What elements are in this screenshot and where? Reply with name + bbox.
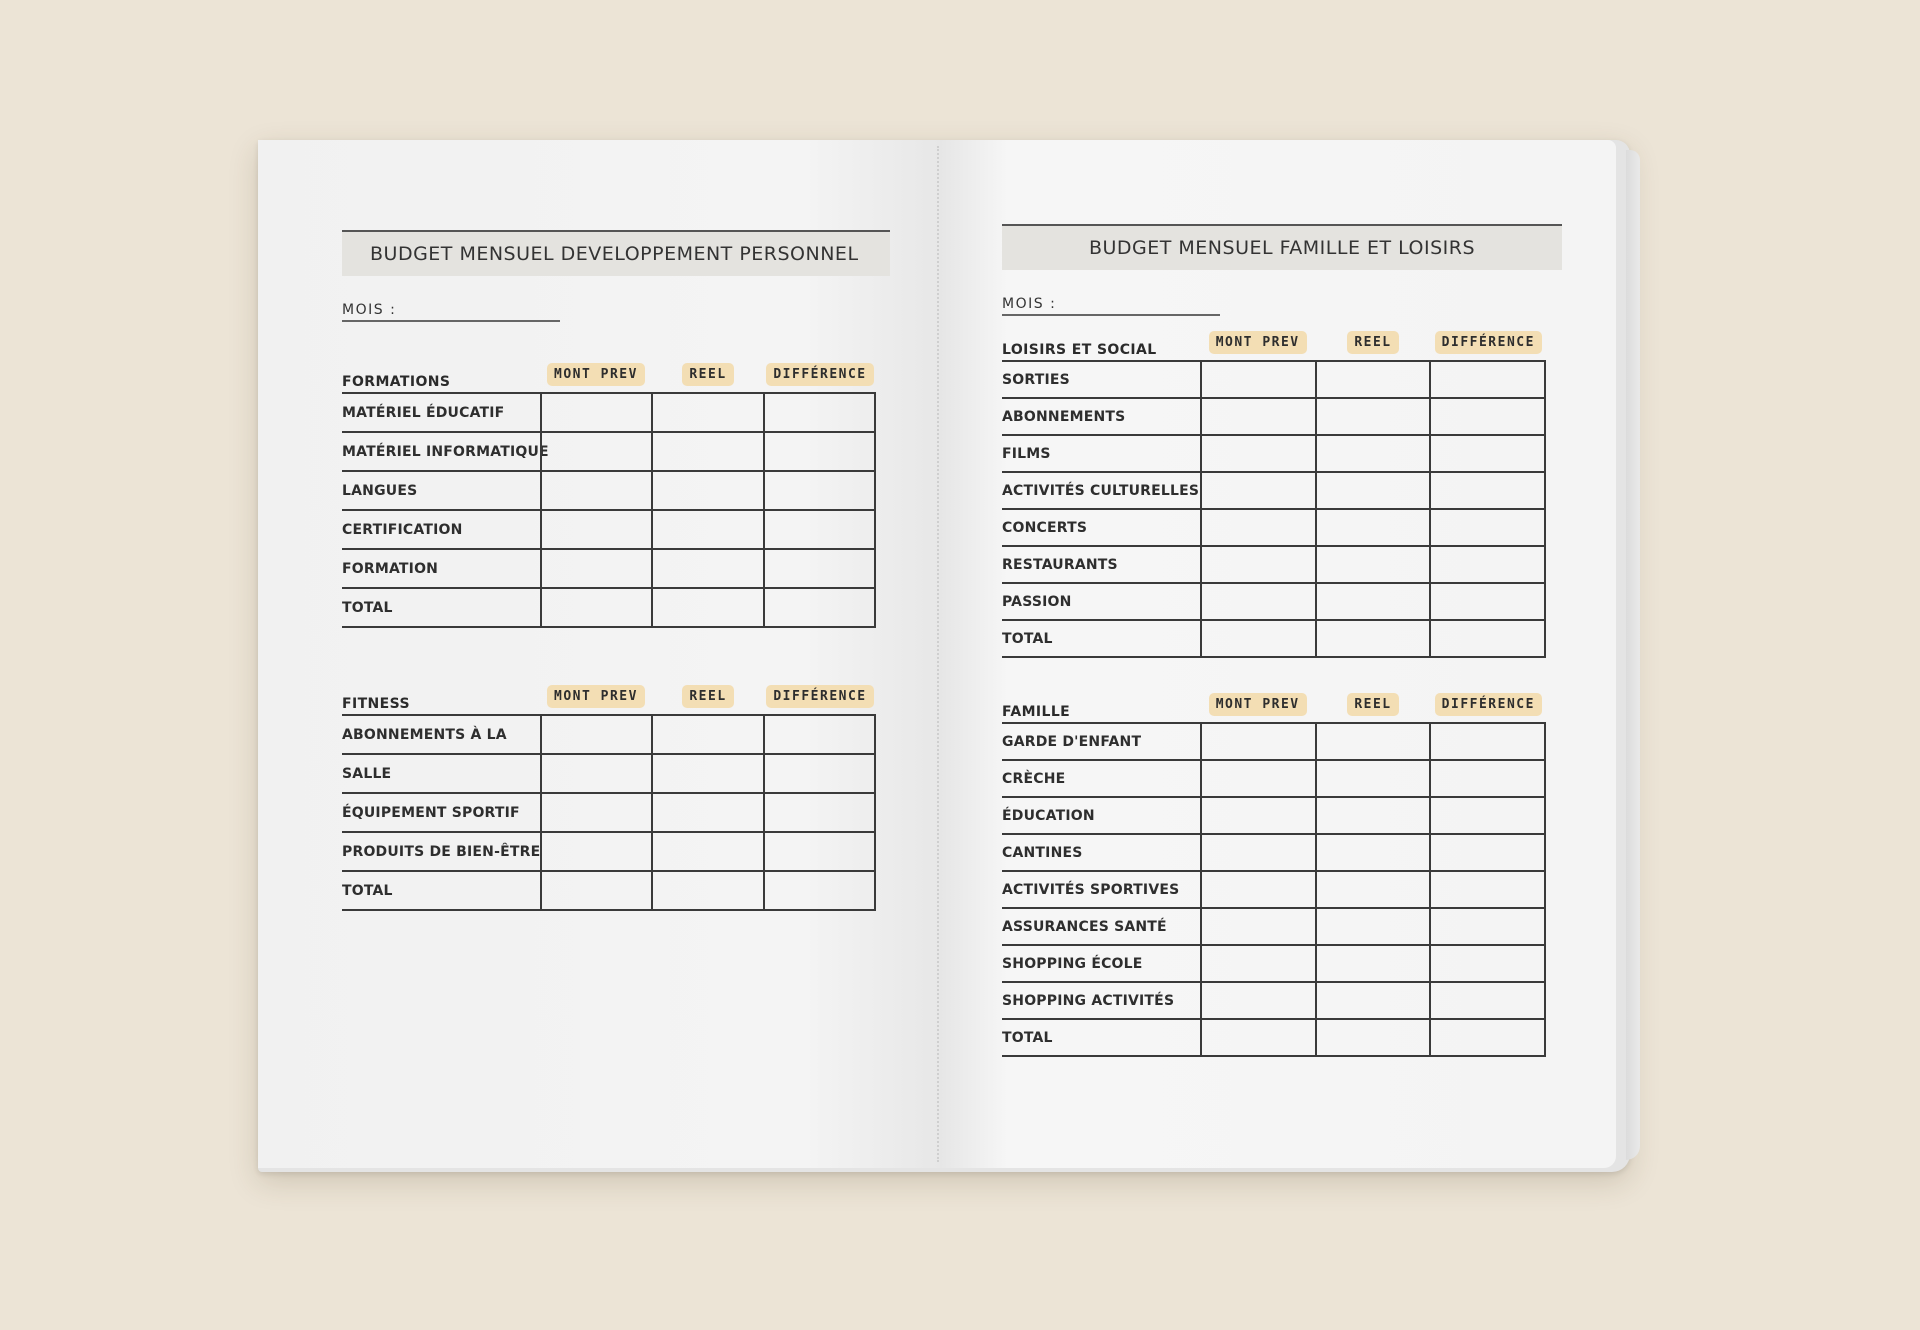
row-label: ACTIVITÉS CULTURELLES [1002, 482, 1200, 499]
left-page [258, 140, 940, 1168]
amount-cell[interactable] [1315, 946, 1430, 981]
column-chip: REEL [682, 363, 733, 386]
amount-cell[interactable] [540, 511, 651, 548]
row-label: CANTINES [1002, 844, 1083, 861]
amount-cell[interactable] [540, 550, 651, 587]
column-header-cell [764, 685, 876, 714]
row-label: SHOPPING ACTIVITÉS [1002, 992, 1175, 1009]
column-chip: MONT PREV [1209, 693, 1307, 716]
table-row [342, 872, 876, 911]
amount-cell[interactable] [1200, 547, 1315, 582]
amount-cell[interactable] [1200, 473, 1315, 508]
amount-cell[interactable] [1200, 362, 1315, 397]
row-label: CONCERTS [1002, 519, 1088, 536]
budget-section [1002, 320, 1546, 658]
column-header-cell [540, 363, 652, 392]
row-label: CERTIFICATION [342, 521, 463, 538]
column-chip: DIFFÉRENCE [766, 363, 873, 386]
column-header-cell [1431, 331, 1546, 360]
amount-cell[interactable] [540, 755, 651, 792]
budget-section [342, 674, 876, 911]
row-label: MATÉRIEL INFORMATIQUE [342, 443, 549, 460]
amount-cell[interactable] [1200, 399, 1315, 434]
amount-cell[interactable] [1200, 909, 1315, 944]
amount-cell[interactable] [651, 472, 762, 509]
amount-cell[interactable] [1200, 724, 1315, 759]
table-row [1002, 983, 1546, 1020]
table-row [342, 511, 876, 550]
amount-cell[interactable] [651, 833, 762, 870]
amount-cell[interactable] [1200, 436, 1315, 471]
amount-cell[interactable] [540, 589, 651, 626]
row-label: TOTAL [1002, 630, 1053, 647]
amount-cell[interactable] [1315, 362, 1430, 397]
row-label: FORMATION [342, 560, 439, 577]
amount-cell[interactable] [1429, 399, 1546, 434]
row-label: PRODUITS DE BIEN-ÊTRE [342, 843, 541, 860]
amount-cell[interactable] [763, 550, 876, 587]
budget-table [342, 714, 876, 911]
amount-cell[interactable] [1315, 983, 1430, 1018]
table-row [1002, 621, 1546, 658]
budget-table [1002, 722, 1546, 1057]
column-chip: DIFFÉRENCE [1435, 331, 1542, 354]
table-row [1002, 724, 1546, 761]
column-headers [1200, 693, 1546, 722]
row-label: TOTAL [1002, 1029, 1053, 1046]
amount-cell[interactable] [651, 550, 762, 587]
amount-cell[interactable] [1315, 473, 1430, 508]
amount-cell[interactable] [763, 433, 876, 470]
section-header [1002, 682, 1546, 722]
column-header-cell [652, 363, 764, 392]
amount-cell[interactable] [763, 394, 876, 431]
left-page-title: BUDGET MENSUEL DEVELOPPEMENT PERSONNEL [342, 230, 890, 276]
amount-cell[interactable] [1315, 761, 1430, 796]
amount-cell[interactable] [651, 794, 762, 831]
right-sections [1002, 320, 1616, 1057]
amount-cell[interactable] [763, 833, 876, 870]
amount-cell[interactable] [763, 472, 876, 509]
column-chip: REEL [1347, 331, 1398, 354]
row-label: LANGUES [342, 482, 418, 499]
amount-cell[interactable] [540, 472, 651, 509]
row-label: ASSURANCES SANTÉ [1002, 918, 1167, 935]
table-row [1002, 436, 1546, 473]
column-header-cell [764, 363, 876, 392]
amount-cell[interactable] [1315, 621, 1430, 656]
column-header-cell [1315, 331, 1430, 360]
table-row [1002, 362, 1546, 399]
amount-cell[interactable] [651, 589, 762, 626]
section-title: FAMILLE [1002, 704, 1071, 720]
column-chip: MONT PREV [547, 363, 645, 386]
amount-cell[interactable] [540, 716, 651, 753]
table-row [342, 755, 876, 794]
table-row [342, 716, 876, 755]
budget-section [342, 352, 876, 628]
amount-cell[interactable] [651, 755, 762, 792]
amount-cell[interactable] [763, 716, 876, 753]
open-notebook [258, 140, 1630, 1172]
row-label: PASSION [1002, 593, 1072, 610]
amount-cell[interactable] [763, 872, 876, 909]
amount-cell[interactable] [763, 755, 876, 792]
amount-cell[interactable] [1429, 473, 1546, 508]
column-chip: DIFFÉRENCE [766, 685, 873, 708]
row-label: FILMS [1002, 445, 1051, 462]
column-chip: MONT PREV [547, 685, 645, 708]
table-row [1002, 547, 1546, 584]
amount-cell[interactable] [1429, 761, 1546, 796]
table-row [1002, 835, 1546, 872]
table-row [342, 589, 876, 628]
table-row [342, 394, 876, 433]
table-row [1002, 798, 1546, 835]
right-month-field: MOIS : [1002, 296, 1220, 316]
amount-cell[interactable] [1429, 946, 1546, 981]
amount-cell[interactable] [1200, 584, 1315, 619]
table-row [1002, 946, 1546, 983]
section-title: FORMATIONS [342, 374, 451, 390]
table-row [1002, 872, 1546, 909]
column-header-cell [1200, 331, 1315, 360]
table-row [1002, 761, 1546, 798]
amount-cell[interactable] [1429, 621, 1546, 656]
column-chip: MONT PREV [1209, 331, 1307, 354]
amount-cell[interactable] [1200, 761, 1315, 796]
table-row [342, 550, 876, 589]
amount-cell[interactable] [1429, 724, 1546, 759]
column-headers [1200, 331, 1546, 360]
row-label: TOTAL [342, 599, 393, 616]
amount-cell[interactable] [763, 794, 876, 831]
left-sections [342, 352, 940, 911]
amount-cell[interactable] [1315, 436, 1430, 471]
amount-cell[interactable] [1429, 835, 1546, 870]
amount-cell[interactable] [1200, 835, 1315, 870]
right-page [940, 140, 1616, 1168]
amount-cell[interactable] [651, 872, 762, 909]
amount-cell[interactable] [763, 589, 876, 626]
column-header-cell [1315, 693, 1430, 722]
amount-cell[interactable] [1315, 724, 1430, 759]
amount-cell[interactable] [1200, 798, 1315, 833]
amount-cell[interactable] [540, 833, 651, 870]
column-header-cell [1200, 693, 1315, 722]
amount-cell[interactable] [1200, 946, 1315, 981]
amount-cell[interactable] [1315, 399, 1430, 434]
amount-cell[interactable] [1200, 983, 1315, 1018]
amount-cell[interactable] [540, 872, 651, 909]
row-label: ABONNEMENTS [1002, 408, 1126, 425]
row-label: GARDE D'ENFANT [1002, 733, 1142, 750]
amount-cell[interactable] [1429, 584, 1546, 619]
row-label: RESTAURANTS [1002, 556, 1118, 573]
section-title: FITNESS [342, 696, 410, 712]
amount-cell[interactable] [651, 433, 762, 470]
section-header [342, 674, 876, 714]
section-header [1002, 320, 1546, 360]
table-row [1002, 473, 1546, 510]
section-header [342, 352, 876, 392]
amount-cell[interactable] [1315, 547, 1430, 582]
column-headers [540, 363, 876, 392]
column-header-cell [1431, 693, 1546, 722]
amount-cell[interactable] [1200, 1020, 1315, 1055]
table-row [342, 433, 876, 472]
table-row [1002, 399, 1546, 436]
amount-cell[interactable] [1429, 798, 1546, 833]
table-row [1002, 1020, 1546, 1057]
row-label: SALLE [342, 765, 392, 782]
amount-cell[interactable] [540, 433, 651, 470]
row-label: ACTIVITÉS SPORTIVES [1002, 881, 1180, 898]
table-row [342, 472, 876, 511]
amount-cell[interactable] [1429, 362, 1546, 397]
column-headers [540, 685, 876, 714]
row-label: TOTAL [342, 882, 393, 899]
row-label: MATÉRIEL ÉDUCATIF [342, 404, 505, 421]
row-label: SORTIES [1002, 371, 1070, 388]
amount-cell[interactable] [1315, 510, 1430, 545]
amount-cell[interactable] [1315, 584, 1430, 619]
budget-table [342, 392, 876, 628]
column-chip: REEL [1347, 693, 1398, 716]
amount-cell[interactable] [540, 394, 651, 431]
right-page-title: BUDGET MENSUEL FAMILLE ET LOISIRS [1002, 224, 1562, 270]
column-header-cell [652, 685, 764, 714]
row-label: ABONNEMENTS À LA [342, 726, 507, 743]
section-title: LOISIRS ET SOCIAL [1002, 342, 1157, 358]
amount-cell[interactable] [540, 794, 651, 831]
table-row [1002, 909, 1546, 946]
amount-cell[interactable] [1429, 510, 1546, 545]
column-header-cell [540, 685, 652, 714]
amount-cell[interactable] [1315, 1020, 1430, 1055]
amount-cell[interactable] [1315, 835, 1430, 870]
amount-cell[interactable] [1429, 436, 1546, 471]
amount-cell[interactable] [1315, 798, 1430, 833]
left-month-field: MOIS : [342, 302, 560, 322]
amount-cell[interactable] [1200, 872, 1315, 907]
row-label: ÉDUCATION [1002, 807, 1095, 824]
table-row [1002, 510, 1546, 547]
column-chip: DIFFÉRENCE [1435, 693, 1542, 716]
amount-cell[interactable] [651, 716, 762, 753]
amount-cell[interactable] [763, 511, 876, 548]
budget-table [1002, 360, 1546, 658]
amount-cell[interactable] [1200, 621, 1315, 656]
row-label: ÉQUIPEMENT SPORTIF [342, 804, 520, 821]
amount-cell[interactable] [1315, 909, 1430, 944]
row-label: SHOPPING ÉCOLE [1002, 955, 1143, 972]
budget-section [1002, 682, 1546, 1057]
amount-cell[interactable] [1429, 547, 1546, 582]
amount-cell[interactable] [651, 511, 762, 548]
amount-cell[interactable] [1429, 983, 1546, 1018]
amount-cell[interactable] [651, 394, 762, 431]
table-row [342, 833, 876, 872]
table-row [1002, 584, 1546, 621]
amount-cell[interactable] [1429, 909, 1546, 944]
amount-cell[interactable] [1429, 872, 1546, 907]
amount-cell[interactable] [1200, 510, 1315, 545]
row-label: CRÈCHE [1002, 770, 1066, 787]
column-chip: REEL [682, 685, 733, 708]
amount-cell[interactable] [1315, 872, 1430, 907]
amount-cell[interactable] [1429, 1020, 1546, 1055]
table-row [342, 794, 876, 833]
page-edges [1626, 150, 1640, 1160]
